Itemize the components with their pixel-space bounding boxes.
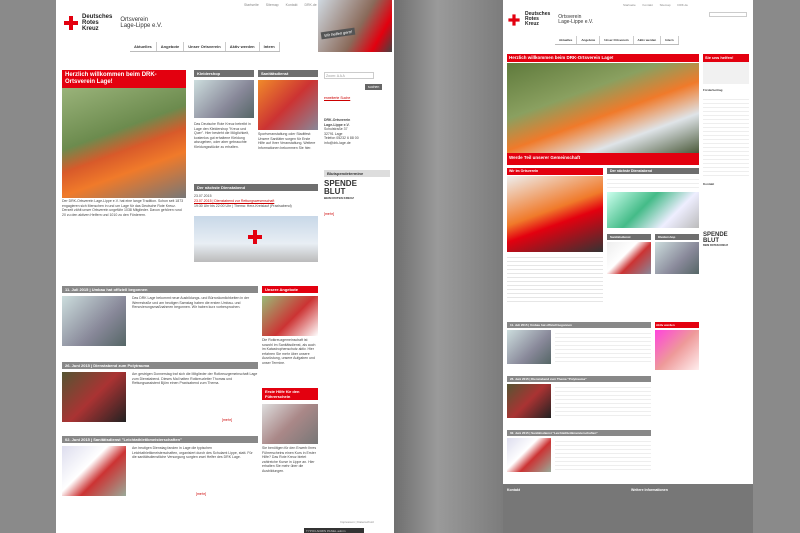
nav-aktiv[interactable]: Aktiv werden <box>226 42 260 51</box>
footer-kontakt: Kontakt <box>507 488 521 492</box>
right-dienstabend-heading: Der nächste Dienstabend <box>607 168 699 174</box>
rtoplink-drk[interactable]: DRK.de <box>677 3 688 7</box>
org-name: Ortsverein Lage-Lippe e.V. <box>120 16 163 29</box>
sanitaet-image <box>258 80 318 130</box>
right-search-input[interactable] <box>709 12 747 17</box>
search-input[interactable]: Zoom: A A A <box>324 72 374 79</box>
angebote-image <box>262 296 318 336</box>
admin-panel-bar[interactable]: TYPO3 ADMIN PANEL admin <box>304 528 364 533</box>
news-text-3: Am heutigen Dienstag fanden in Lage die typischen Leichtathletikmeisterschaften, organisiert durch des Schulamt Lippe, statt. Für die sanitätsdienstliche Versorgung sorgten zwei Helfer des DRK Lage. <box>132 446 253 460</box>
news-text-2: Am gestrigen Donnerstag traf sich die Mitglieder der Rotkreuzgemeinschaft Lage zum Dienstabend. Dieses Mal hatten Rotkreuzleiter Thomas und Rettungsassistent Björn einen Praxisabend zum Thema. <box>132 372 258 386</box>
right-news-3[interactable]: 02. Juni 2015 | Sanitätsdienst "Leichtathletikmeisterschaften" <box>507 430 651 436</box>
nav-ortsverein[interactable]: Unser Ortsverein <box>184 42 225 51</box>
ortsverein-image <box>507 176 603 252</box>
foerderer-label: Förderbeitrag <box>703 88 723 92</box>
header-portrait <box>318 0 392 52</box>
ortsverein-heading: Wir im Ortsverein <box>507 168 603 175</box>
nav-angebote[interactable]: Angebote <box>157 42 184 51</box>
rtoplink-sitemap[interactable]: Sitemap <box>659 3 671 7</box>
rnav-aktuelles[interactable]: Aktuelles <box>555 36 577 44</box>
nav-aktuelles[interactable]: Aktuelles <box>130 42 157 51</box>
dienstabend-heading: Der nächste Dienstabend <box>194 184 318 191</box>
right-red-cross-icon <box>508 14 519 25</box>
toplink-drk[interactable]: DRK.de <box>304 3 317 7</box>
right-news-image-3 <box>507 438 551 472</box>
erste-hilfe-heading: Erste Hilfe für den Führerschein <box>262 388 318 400</box>
angebote-heading: Unsere Angebote <box>262 286 318 293</box>
toplink-startseite[interactable]: Startseite <box>244 3 259 7</box>
right-news-text-3 <box>555 438 651 472</box>
team-photo <box>62 88 186 198</box>
rtoplink-startseite[interactable]: Startseite <box>623 3 636 7</box>
news-more-3[interactable]: [mehr] <box>196 492 206 496</box>
right-footer <box>503 484 753 533</box>
right-screenshot <box>503 0 753 533</box>
news-image-1 <box>62 296 126 346</box>
right-slider-image[interactable] <box>507 63 699 153</box>
right-sidebar-text <box>703 96 749 176</box>
dienstabend-date: 23.07.2015 <box>194 194 212 198</box>
kleidershop-image <box>194 80 254 118</box>
datenschutz-link[interactable]: Datenschutz <box>357 520 374 524</box>
extended-search-link[interactable]: erweiterte Suche <box>324 96 351 100</box>
rnav-intern[interactable]: Intern <box>661 36 678 44</box>
right-dienstabend-text <box>607 176 699 190</box>
right-news-1[interactable]: 11. Juli 2015 | Umbau hat offiziell begonnen <box>507 322 651 328</box>
slogan: Wir helfen gern! <box>321 28 356 40</box>
top-links <box>244 3 323 7</box>
helfen-box <box>703 62 749 84</box>
right-kontakt-label: Kontakt <box>703 182 715 186</box>
news-image-3 <box>62 446 126 496</box>
right-news-text-2 <box>555 384 651 418</box>
footer-info: Weitere Informationen <box>631 488 668 492</box>
logo-text: Deutsches Rotes Kreuz <box>82 14 113 32</box>
right-welcome-heading: Herzlich willkommen beim DRK-Ortsverein Lage! <box>507 54 699 62</box>
right-spende-logo[interactable]: SPENDE BLUT BEIM ROTEN KREUZ <box>703 232 728 247</box>
ortsverein-text <box>507 254 603 304</box>
right-sani-heading: Sanitätsdienst <box>607 234 651 240</box>
blutspende-heading: Blutspendetermine <box>324 170 390 177</box>
spende-blut-logo[interactable]: SPENDE BLUT BEIM ROTEN KREUZ <box>324 179 357 200</box>
footer-links: Impressum | Datenschutz <box>340 520 374 524</box>
news-heading-1[interactable]: 11. Juli 2015 | Umbau hat offiziell begonnen <box>62 286 258 293</box>
red-cross-icon <box>64 16 78 30</box>
erste-hilfe-image <box>262 404 318 444</box>
right-news-image-1 <box>507 330 551 364</box>
right-drk-logo[interactable]: Deutsches Rotes Kreuz Ortsverein Lage-Lippe e.V. <box>507 12 593 27</box>
tent-cross-icon <box>248 230 264 246</box>
dienstabend-text: 19:30 Uhr bis 22:00 Uhr | Thema: Herz-Kreislauf (Praxisabend) <box>194 204 292 208</box>
main-nav <box>130 42 280 52</box>
dienstabend-link[interactable]: 23.07.2015 | Dienstabend zur Rettungswesenschaft <box>194 199 275 203</box>
toplink-kontakt[interactable]: Kontakt <box>285 3 298 7</box>
news-more-2[interactable]: [mehr] <box>222 418 232 422</box>
kleidershop-text: Das Deutsche Rote Kreuz betreibt in Lage den Kleidershop "Kreuz und Quer". Hier besteht die Möglichkeit, kostenlos gut erhaltene Kleidung abzugeben, oder aber gebrauchte Kleidungsstücke zu erhalten. <box>194 122 251 149</box>
helfen-heading: Sie uns helfen! <box>703 54 749 62</box>
right-kleider-heading: Kleidershop <box>655 234 699 240</box>
news-heading-3[interactable]: 02. Juni 2015 | Sanitätsdienst "Leichtathletikmeisterschaften" <box>62 436 258 443</box>
slider-caption: Werde Teil unserer Gemeinschaft <box>507 153 699 165</box>
sanitaet-text: Sportveranstaltung oder Stadtfest: Unsere Sanitäter sorgen für Erste Hilfe auf Ihrer Veranstaltung. Weitere Informationen bekommen Sie hier. <box>258 132 316 150</box>
news-image-2 <box>62 372 126 422</box>
erste-hilfe-text: Sie benötigen für den Erwerb Ihres Führerscheins einen Kurs in Erster Hilfe? Das Rote Kreuz bietet zahlreiche Kurse in Lippe an. Hier erhalten Sie mehr über die Ausbildungen. <box>262 446 317 473</box>
rnav-ortsverein[interactable]: Unser Ortsverein <box>600 36 633 44</box>
sanitaet-heading: Sanitätsdienst <box>258 70 318 77</box>
news-heading-2[interactable]: 26. Juni 2015 | Dienstabend zum Polytrauma <box>62 362 258 369</box>
right-news-2[interactable]: 26. Juni 2015 | Dienstabend zum Thema "Polytrauma" <box>507 376 651 382</box>
right-sani-image <box>607 242 651 274</box>
news-text-1: Das DRK Lage bekommt neue Ausbildungs- und Bürroräumlichkeiten in der Werrestraße und am heutigen Samstag haben die ersten Umbau- und Renovierungsmaßnahmen begonnen. Wir haben kurz vorbesprochen. <box>132 296 250 310</box>
right-kleider-image <box>655 242 699 274</box>
welcome-heading: Herzlich willkommen beim DRK-Ortsverein Lage! <box>62 70 186 88</box>
toplink-sitemap[interactable]: Sitemap <box>265 3 279 7</box>
right-main-nav <box>555 36 679 45</box>
spende-more-link[interactable]: [mehr] <box>324 212 334 216</box>
contact-block: DRK-Ortsverein Lage-Lippe e.V. Schulstraße 37 32791 Lage Telefon 05232 6 88 00 info@drk-lage.de <box>324 118 359 145</box>
left-screenshot <box>56 0 394 533</box>
search-button[interactable]: suchen <box>365 84 382 90</box>
impressum-link[interactable]: Impressum <box>340 520 355 524</box>
right-aktiv-heading: Aktiv werden <box>655 322 699 328</box>
rnav-angebote[interactable]: Angebote <box>577 36 600 44</box>
welcome-text: Der DRK-Ortsverein Lage-Lippe e.V. hat eine lange Tradition. Schon seit 1873 engagieren sich Menschen in und um Lage für das Deutsche Rote Kreuz. Derzeit zählt unser Ortsverein ungefähr 1038 Mitglieder. Davon gehören rund 20 zu den aktiven Helfern und 1010 zu den Förderern. <box>62 199 184 217</box>
right-aktiv-image <box>655 330 699 370</box>
right-news-text-1 <box>555 330 651 364</box>
kleidershop-heading: Kleidershop <box>194 70 254 77</box>
rtoplink-kontakt[interactable]: Kontakt <box>642 3 653 7</box>
nav-intern[interactable]: Intern <box>260 42 280 51</box>
right-news-image-2 <box>507 384 551 418</box>
right-top-links <box>623 3 694 7</box>
drk-logo[interactable] <box>64 14 162 32</box>
background-gap <box>394 0 503 533</box>
rnav-aktiv[interactable]: Aktiv werden <box>634 36 662 44</box>
syringes-image <box>607 192 699 228</box>
angebote-text: Die Rotkreuzgemeinschaft ist sowohl im Sanitätsdienst, als auch im Katastrophenschutz aktiv. Hier erfahren Sie mehr über unsere Ausrüstung, unsere Aufgaben und unser Termine. <box>262 338 316 365</box>
